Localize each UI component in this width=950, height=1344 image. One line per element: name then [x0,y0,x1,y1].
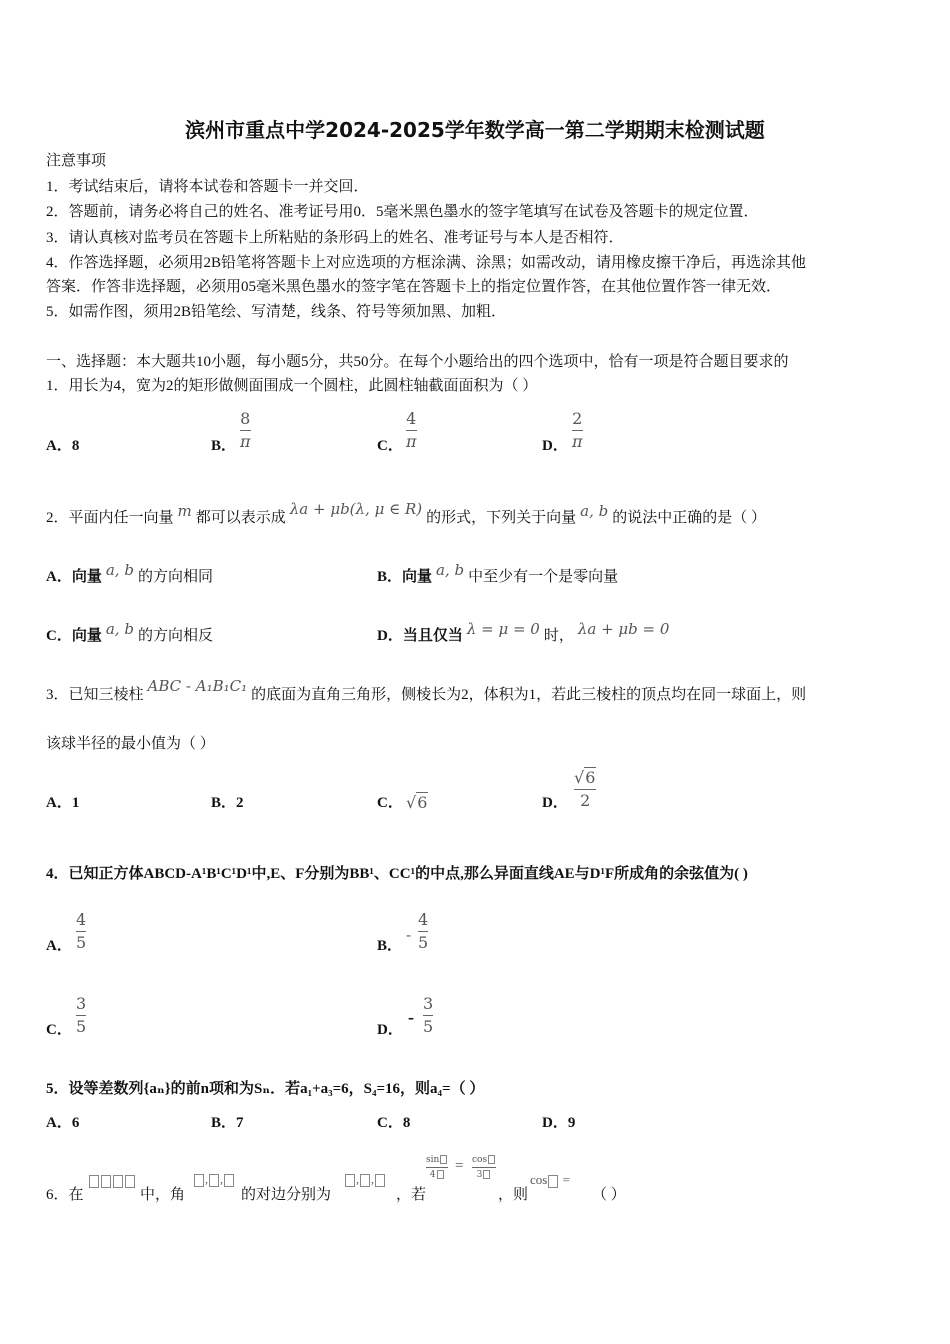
notice-item: 4．作答选择题，必须用2B铅笔将答题卡上对应选项的方框涂满、涂黑；如需改动，请用橡皮擦干净后，再选涂其他 [46,255,807,271]
notice-item: 答案．作答非选择题，必须用05毫米黑色墨水的签字笔在答题卡上的指定位置作答，在其他位置作答一律无效． [46,279,782,295]
notice-item: 3．请认真核对监考员在答题卡上所粘贴的条形码上的姓名、准考证号与本人是否相符． [46,230,624,246]
q5-option-c: C．8 [377,1115,411,1131]
q1-option-d-label: D． [542,438,568,454]
cos-fraction [472,1155,496,1180]
equals-sign: = [455,1158,464,1174]
zero-expression: λa + μb = 0 [577,620,670,638]
q3-option-c-label: C． [377,795,403,811]
section-heading: 一、选择题：本大题共10小题，每小题5分，共50分。在每个小题给出的四个选项中，恰有一项是符合题目要求的 [46,354,789,370]
denominator: 5 [418,933,429,952]
q4-option-d-label: D． [377,1022,403,1038]
notice-item: 5．如需作图，须用2B铅笔绘、写清楚，线条、符号等须加黑、加粗． [46,304,507,320]
coefficient: 3 [476,1170,483,1180]
denominator: 2 [580,791,591,810]
numerator: 4 [406,409,417,428]
q3-option-c-sqrt: √6 [406,793,428,812]
question-2-stem [46,500,766,527]
q4-option-c-fraction [76,995,86,1036]
q2-option-c [46,620,213,645]
q2-option-a [46,561,213,586]
minus-sign: - [406,926,412,944]
q4-option-b-label: B． [377,938,403,954]
question-6-label: 6．在 [46,1187,84,1203]
q4-option-a-label: A． [46,938,72,954]
numerator: 4 [76,910,87,929]
denominator [430,1170,445,1180]
q1-option-b-label: B． [211,438,237,454]
denominator: π [240,432,251,451]
notice-heading: 注意事项 [46,153,107,169]
q3-option-d-label: D． [542,795,568,811]
radicand: 6 [585,768,596,787]
q1-option-d-fraction [572,410,583,451]
question-3-stem [46,677,807,704]
question-6-text: ，若 [396,1187,427,1203]
option-text: D．当且仅当 [377,628,463,644]
stem-text: 的底面为直角三角形，侧棱长为2，体积为1，若此三棱柱的顶点均在同一球面上，则 [251,687,807,703]
q4-option-d-fraction [423,995,433,1036]
question-6-text: 中，角 [140,1187,186,1203]
option-text: 时， [543,628,574,644]
stem-text: 的形式，下列关于向量 [426,510,577,526]
numerator [472,1155,496,1165]
numerator: 2 [572,409,583,428]
option-text: 的方向相同 [137,569,213,585]
condition: λ = μ = 0 [466,620,540,638]
vectors-ab: a, b [580,502,609,520]
q1-option-c-fraction [406,410,417,451]
notice-item: 2．答题前，请务必将自己的姓名、准考证号用0．5毫米黑色墨水的签字笔填写在试卷及答题卡的规定位置． [46,204,759,220]
denominator: 5 [76,1017,87,1036]
sides-placeholder: , , [344,1172,386,1187]
cos-expression [530,1172,570,1188]
sin-label: sin [426,1155,440,1165]
stem-text: 2．平面内任一向量 [46,510,174,526]
vector-m: m [177,502,192,520]
cos-label: cos [530,1172,548,1187]
q4-option-c-label: C． [46,1022,72,1038]
q1-option-c-label: C． [377,438,403,454]
q2-option-b [377,561,619,586]
stem-text: 3．已知三棱柱 [46,687,144,703]
triangle-placeholder [88,1172,136,1190]
denominator: π [572,432,583,451]
stem-text: 都可以表示成 [195,510,286,526]
prism-label: ABC - A₁B₁C₁ [147,677,248,695]
option-text: 的方向相反 [137,628,213,644]
numerator: 4 [418,910,429,929]
page-title: 滨州市重点中学2024-2025学年数学高一第二学期期末检测试题 [185,118,765,142]
question-6-text: 的对边分别为 [241,1187,332,1203]
notice-item: 1．考试结束后，请将本试卷和答题卡一并交回． [46,179,369,195]
q4-option-b-fraction [418,911,428,952]
q3-option-d-fraction [574,769,596,810]
denominator: 5 [76,933,87,952]
q3-option-a: A．1 [46,795,80,811]
denominator: π [406,432,417,451]
vectors-ab: a, b [105,561,134,579]
question-3-line-2: 该球半径的最小值为（ ） [46,736,215,752]
denominator [477,1170,492,1180]
cos-label: cos [472,1155,488,1165]
vectors-ab: a, b [105,620,134,638]
question-5-stem: 5．设等差数列{aₙ}的前n项和为Sₙ．若a₁+a₃=6，S₄=16，则a₄=（ ） [46,1081,485,1097]
option-text: 中至少有一个是零向量 [468,569,619,585]
question-6-text: （ ） [592,1187,626,1203]
question-6-text: ，则 [498,1187,529,1203]
vectors-ab: a, b [436,561,465,579]
q1-option-a: A．8 [46,438,80,454]
q5-option-a: A．6 [46,1115,80,1131]
coefficient: 4 [429,1170,436,1180]
sin-fraction [426,1155,448,1180]
option-text: A．向量 [46,569,102,585]
numerator [426,1155,448,1165]
numerator: √6 [574,768,596,787]
q3-option-b: B．2 [211,795,244,811]
option-text: B．向量 [377,569,433,585]
numerator: 3 [423,994,434,1013]
q5-option-b: B．7 [211,1115,244,1131]
radicand: 6 [417,793,428,812]
numerator: 8 [240,409,251,428]
q1-option-b-fraction [240,410,251,451]
q5-option-d: D．9 [542,1115,576,1131]
stem-text: 的说法中正确的是（ ） [612,510,766,526]
question-1-stem: 1．用长为4，宽为2的矩形做侧面围成一个圆柱，此圆柱轴截面面积为（ ） [46,378,538,394]
option-text: C．向量 [46,628,102,644]
minus-sign: - [408,1007,414,1027]
numerator: 3 [76,994,87,1013]
angles-placeholder: , , [193,1172,235,1187]
denominator: 5 [423,1017,434,1036]
linear-combination: λa + μb(λ, μ ∈ R) [289,500,423,518]
q4-option-a-fraction [76,911,86,952]
question-4-stem: 4．已知正方体ABCD-A¹B¹C¹D¹中,E、F分别为BB¹、CC¹的中点,那么异面直线AE与D¹F所成角的余弦值为( ) [46,866,748,882]
equals-sign: = [562,1172,570,1187]
q2-option-d [377,620,673,645]
